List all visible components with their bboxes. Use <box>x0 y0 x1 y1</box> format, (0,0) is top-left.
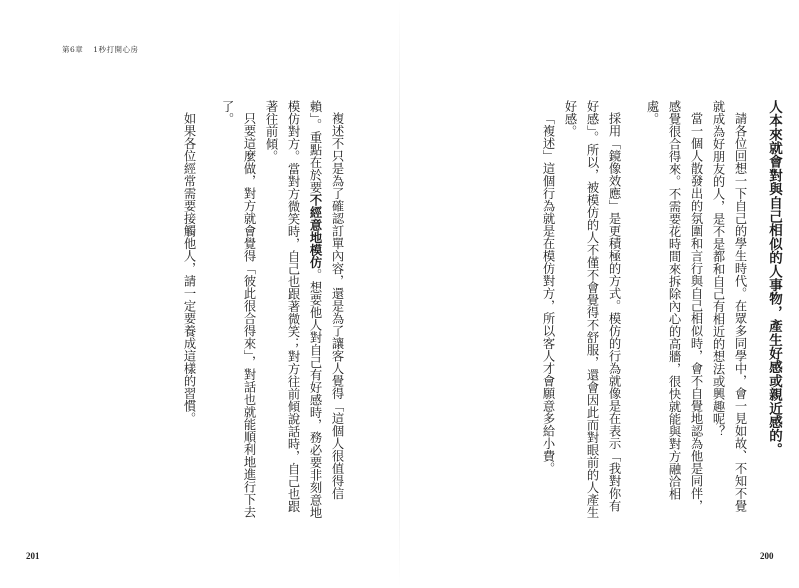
chapter-title: 1秒打開心房 <box>93 45 139 54</box>
chapter-number: 第6章 <box>62 45 84 54</box>
body-paragraph: 只要這麼做，對方就會覺得「彼此很合得來」，對話也就能順利地進行下去了。 <box>220 100 256 519</box>
body-paragraph: 採用「鏡像效應」是更積極的方式。模仿的行為就像是在表示「我對你有好感」。所以，被模仿的人不僅不會覺得不舒服，還會因此而對眼前的人產生好感。 <box>563 100 621 519</box>
right-page <box>400 0 799 588</box>
left-page <box>0 0 399 588</box>
paragraph-spacer <box>625 100 641 520</box>
page-number-left: 201 <box>26 551 40 561</box>
body-paragraph: 如果各位經常需要接觸他人，請一定要養成這樣的習慣。 <box>182 112 196 425</box>
body-paragraph: 「複述」這個行為就是在模仿對方，所以客人才會願意多給小費。 <box>541 112 555 475</box>
body-paragraph: 當一個人散發出的氛圍和言行與自己相似時，會不自覺地認為他是同伴，感覺很合得來。不需要花時間來拆除內心的高牆，很快就能與對方融洽相處。 <box>645 100 703 513</box>
body-paragraph: 請各位回想一下自己的學生時代。在眾多同學中，會一見如故、不知不覺就成為好朋友的人，是不是都和自己有相近的想法或興趣呢？ <box>711 100 747 513</box>
emphasis-text: 不經意地模仿 <box>308 193 323 269</box>
left-page-body <box>60 100 348 520</box>
right-page-body <box>482 100 785 520</box>
body-paragraph: 複述不只是為了確認訂單內容，還是為了讓客人覺得「這個人很值得信賴」。重點在於要不經意地模仿。想要他人對自己有好感時，務必要非刻意地模仿對方。當對方微笑時，自己也跟著微笑；對方往前傾說話時，自己也跟著往前傾。 <box>264 100 344 519</box>
section-heading: 人本來就會對與自己相似的人事物，產生好感或親近感的。 <box>766 100 782 457</box>
page-number-right: 200 <box>760 551 774 561</box>
running-header <box>62 44 139 55</box>
paragraph-spacer <box>200 100 216 520</box>
